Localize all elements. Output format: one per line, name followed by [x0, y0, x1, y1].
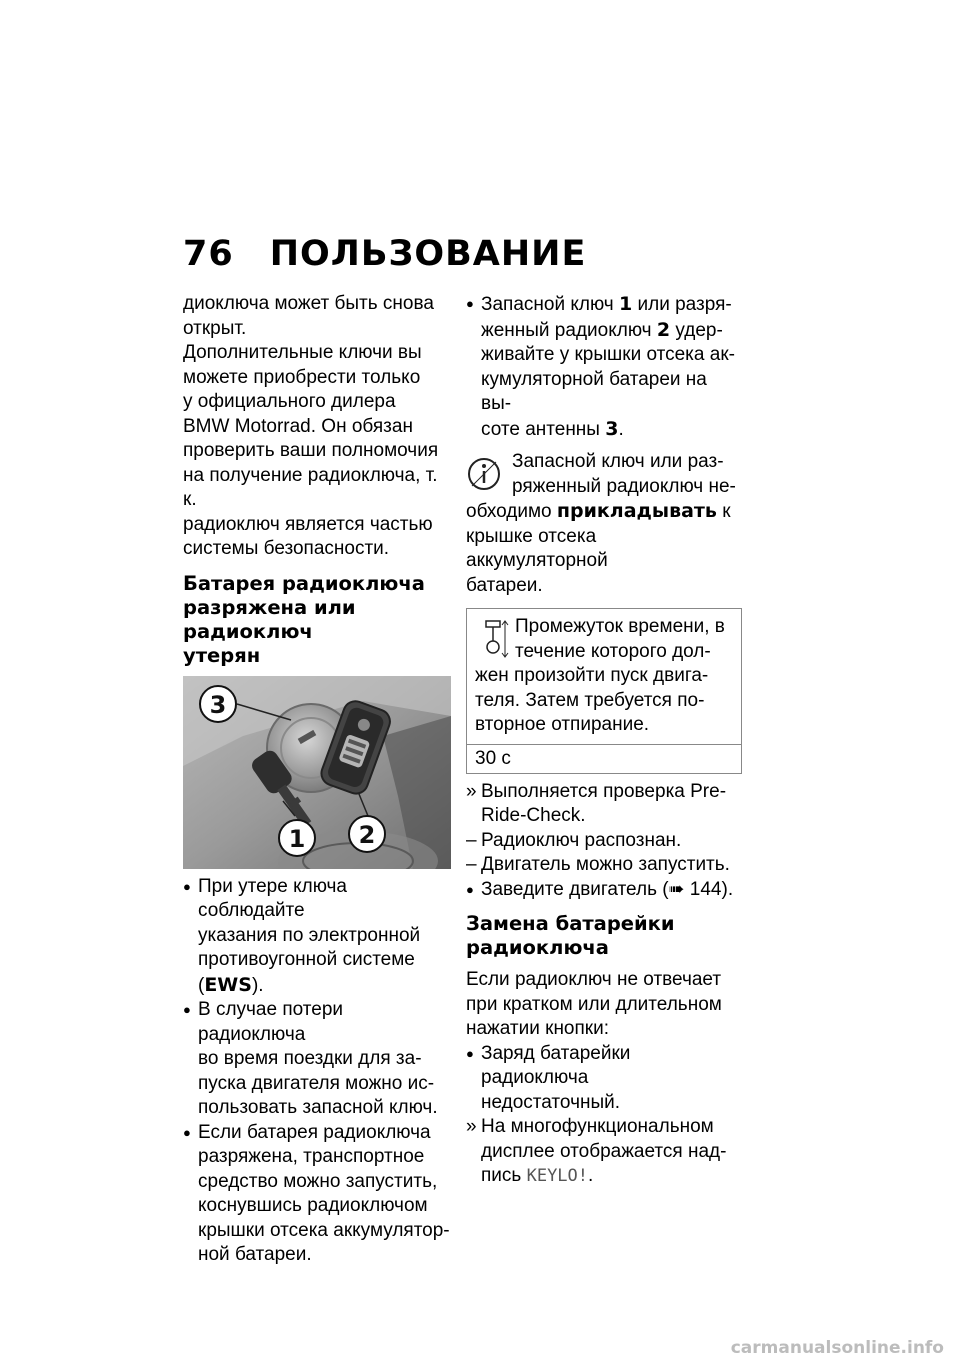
- bullet-item-battery-empty: ● Если батарея радиоключа разряжена, транспортное средство можно запустить, коснувшись радиоключом крышки отсека аккумулятор- ной батареи.: [183, 1121, 450, 1265]
- section-heading-battery-replace: Замена батарейки радиоключа: [466, 912, 675, 959]
- result-marker: »: [466, 780, 477, 802]
- intro-line: на получение радиоключа, т. к.: [183, 464, 438, 510]
- result-item-keylo: » На многофункциональном дисплее отображается над- пись KEYLO!.: [466, 1116, 727, 1186]
- bullet-item-battery-low: ● Заряд батарейки радиоключа недостаточный.: [466, 1042, 631, 1113]
- dash-marker: –: [466, 829, 477, 851]
- dash-item-recognized: – Радиоключ распознан.: [466, 829, 742, 854]
- page-number: 76: [183, 234, 234, 274]
- para-line: нажатии кнопки:: [466, 1018, 609, 1039]
- intro-line: системы безопасности.: [183, 538, 390, 559]
- bullet-marker: ●: [466, 881, 474, 897]
- bullet-marker: ●: [466, 296, 474, 311]
- svg-text:3: 3: [209, 690, 227, 719]
- callout-3: [200, 686, 236, 722]
- key-fob-figure: [183, 676, 451, 869]
- table-line: вторное отпирание.: [475, 714, 650, 735]
- keylo-display-text: KEYLO!: [526, 1166, 589, 1186]
- page-header: [183, 234, 586, 274]
- result-marker: »: [466, 1116, 477, 1137]
- ews-label: EWS: [204, 973, 252, 996]
- watermark: carmanualsonline.info: [730, 1338, 944, 1358]
- para-line: Если радиоключ не отвечает: [466, 969, 722, 990]
- bullet-item-lost-key: ● При утере ключа соблюдайте указания по электронной противоугонной системе (EWS).: [183, 875, 421, 996]
- intro-line: радиоключ является частью: [183, 513, 433, 535]
- timing-value: 30 с: [467, 744, 741, 773]
- bullet-item-spare-key: ● В случае потери радиоключа во время поездки для за- пуска двигателя можно ис- пользовать запасной ключ.: [183, 999, 438, 1118]
- svg-text:1: 1: [288, 824, 306, 853]
- table-line: жен произойти пуск двига-: [475, 665, 709, 686]
- bullet-item-hold-key: ● Запасной ключ 1 или разря- женный радиоключ 2 удер- живайте у крышки отсека ак- кумуляторной батареи на вы- соте антенны 3.: [466, 293, 735, 440]
- table-line: Промежуток времени, в: [515, 616, 725, 637]
- page-title: ПОЛЬЗОВАНИЕ: [269, 234, 587, 274]
- bullet-marker: ●: [466, 1045, 474, 1061]
- dash-item-start-possible: – Двигатель можно запустить.: [466, 853, 742, 878]
- svg-text:2: 2: [358, 820, 376, 849]
- bullet-marker: ●: [183, 878, 191, 894]
- section-heading-battery-lost: Батарея радиоключа разряжена или радиоключ утерян: [183, 571, 425, 667]
- bullet-item-start-engine: ● Заведите двигатель (➠ 144).: [466, 878, 742, 903]
- note-line: ряженный радиоключ не-: [512, 475, 736, 497]
- note-line: батареи.: [466, 574, 543, 596]
- callout-2: [349, 816, 385, 852]
- left-column: [183, 292, 451, 1268]
- table-line: течение которого дол-: [515, 640, 711, 662]
- info-note: [466, 450, 742, 598]
- table-line: теля. Затем требуется по-: [475, 689, 705, 711]
- callout-1: [279, 820, 315, 856]
- intro-line: диоключа может быть снова: [183, 293, 434, 314]
- note-line: Запасной ключ или раз-: [512, 451, 724, 472]
- right-column: [466, 292, 742, 1189]
- timing-table: [466, 608, 742, 774]
- page-ref-arrow-icon: ➠: [668, 878, 685, 900]
- result-item-precheck: » Выполняется проверка Pre- Ride-Check.: [466, 780, 727, 826]
- stopwatch-icon: [483, 619, 509, 659]
- note-line: крышке отсека аккумуляторной: [466, 525, 608, 571]
- intro-line: Дополнительные ключи вы: [183, 342, 422, 363]
- bullet-marker: ●: [183, 1124, 191, 1140]
- intro-line: можете приобрести только: [183, 366, 421, 388]
- intro-line: у официального дилера: [183, 391, 396, 412]
- info-icon: [466, 452, 506, 496]
- bullet-marker: ●: [183, 1002, 191, 1017]
- para-line: при кратком или длительном: [466, 993, 722, 1015]
- intro-line: открыт.: [183, 317, 247, 339]
- intro-line: проверить ваши полномочия: [183, 440, 439, 461]
- dash-marker: –: [466, 854, 477, 875]
- note-line: обходимо прикладывать к: [466, 500, 731, 522]
- intro-line: BMW Motorrad. Он обязан: [183, 415, 413, 437]
